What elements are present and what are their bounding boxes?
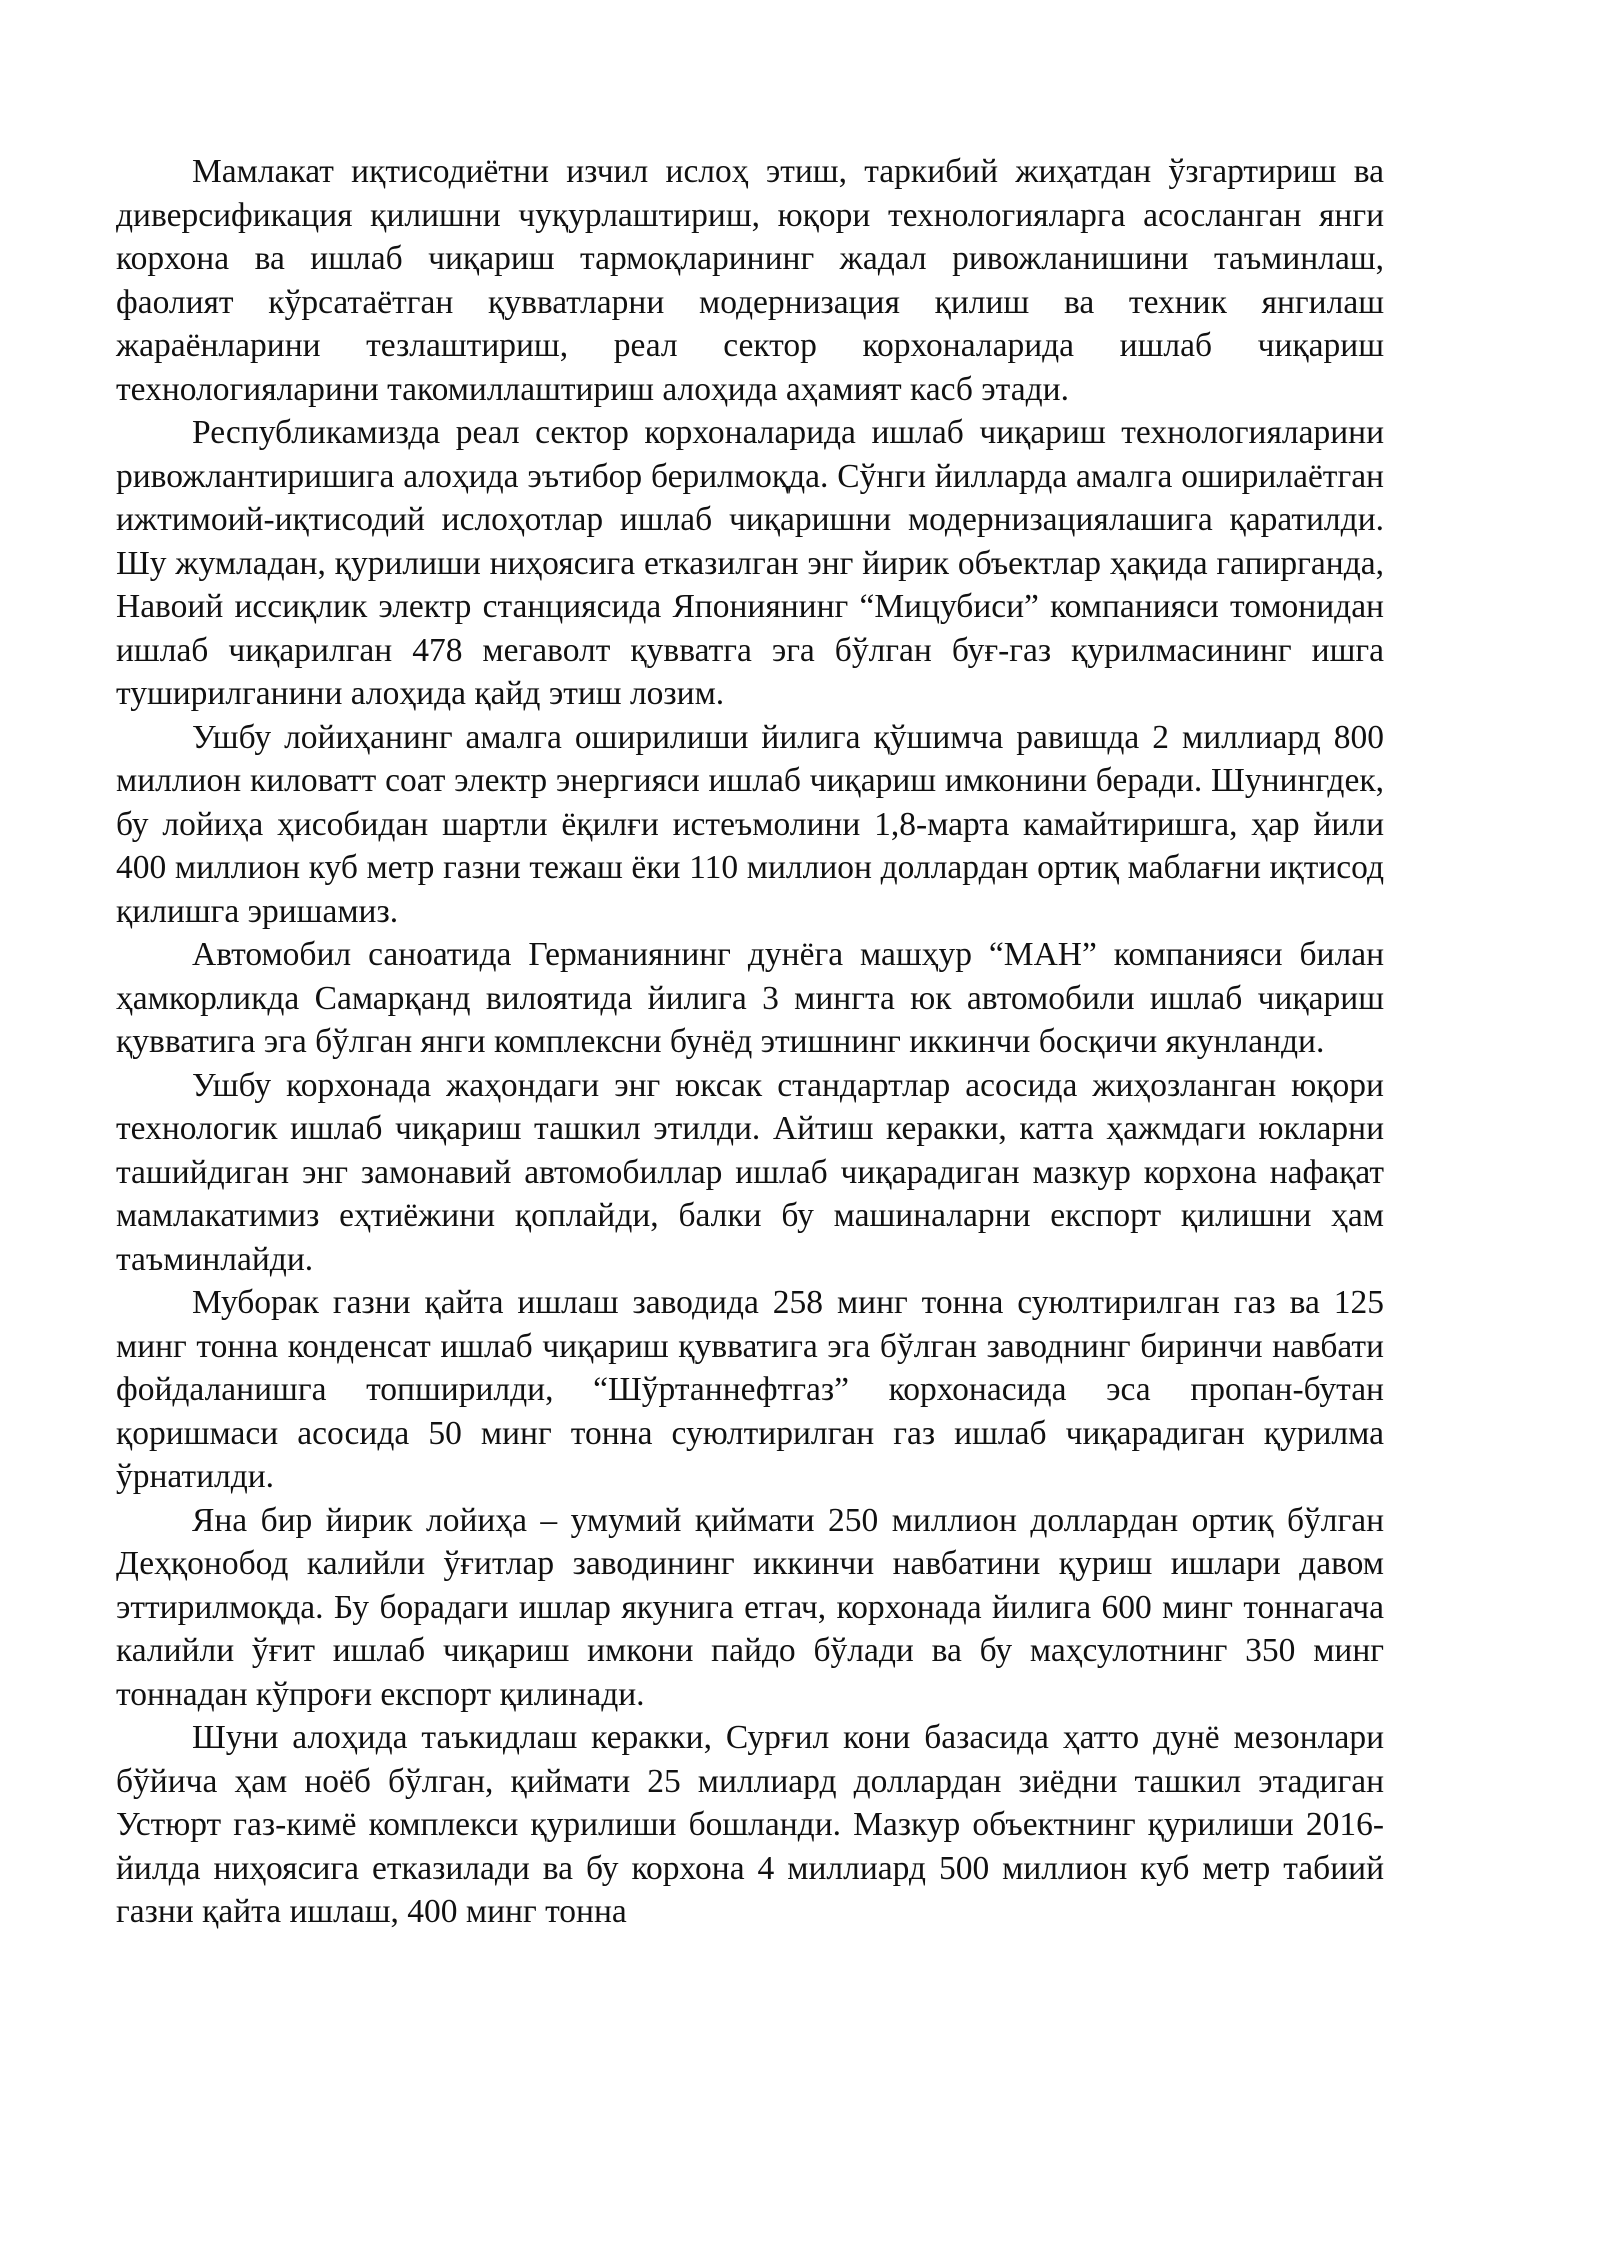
paragraph-5: Ушбу корхонада жаҳондаги энг юксак стандартлар асосида жиҳозланган юқори технологик ишлаб чиқариш ташкил этилди. Айтиш керакки, катта ҳажмдаги юкларни ташийдиган энг замонавий автомобиллар ишлаб чиқарадиган мазкур корхона нафақат мамлакатимиз еҳтиёжини қоплайди, балки бу машиналарни експорт қилишни ҳам таъминлайди. [116,1066,1384,1278]
paragraph-4: Автомобил саноатида Германиянинг дунёга машҳур “МАН” компанияси билан ҳамкорликда Самарқанд вилоятида йилига 3 мингта юк автомобили ишлаб чиқариш қувватига эга бўлган янги комплексни бунёд этишнинг иккинчи босқичи якунланди. [116,936,1384,1060]
paragraph-1: Мамлакат иқтисодиётни изчил ислоҳ этиш, таркибий жиҳатдан ўзгартириш ва диверсификация қилишни чуқурлаштириш, юқори технологияларга асосланган янги корхона ва ишлаб чиқариш тармоқларининг жадал ривожланишини таъминлаш, фаолият кўрсатаётган қувватларни модернизация қилиш ва техник янгилаш жараёнларини тезлаштириш, реал сектор корхоналарида ишлаб чиқариш технологияларини такомиллаштириш алоҳида аҳамият касб этади. [116,153,1384,408]
paragraph-8: Шуни алоҳида таъкидлаш керакки, Сурғил кони базасида ҳатто дунё мезонлари бўйича ҳам ноёб бўлган, қиймати 25 миллиард доллардан зиёдни ташкил этадиган Устюрт газ-кимё комплекси қурилиши бошланди. Мазкур объектнинг қурилиши 2016-йилда ниҳоясига етказилади ва бу корхона 4 миллиард 500 миллион куб метр табиий газни қайта ишлаш, 400 минг тонна [116,1719,1384,1930]
paragraph-2: Республикамизда реал сектор корхоналарида ишлаб чиқариш технологияларини ривожлантиришига алоҳида эътибор берилмоқда. Сўнги йилларда амалга оширилаётган ижтимоий-иқтисодий ислоҳотлар ишлаб чиқаришни модернизациялашига қаратилди. Шу жумладан, қурилиши ниҳоясига етказилган энг йирик объектлар ҳақида гапирганда, Навоий иссиқлик электр станциясида Япониянинг “Мицубиси” компанияси томонидан ишлаб чиқарилган 478 мегаволт қувватга эга бўлган буғ-газ қурилмасининг ишга туширилганини алоҳида қайд этиш лозим. [116,414,1384,712]
paragraph-7: Яна бир йирик лойиҳа – умумий қиймати 250 миллион доллардан ортиқ бўлган Деҳқонобод калийли ўғитлар заводининг иккинчи навбатини қуриш ишлари давом эттирилмоқда. Бу борадаги ишлар якунига етгач, корхонада йилига 600 минг тоннагача калийли ўғит ишлаб чиқариш имкони пайдо бўлади ва бу маҳсулотнинг 350 минг тоннадан кўпроғи експорт қилинади. [116,1501,1384,1713]
document-body [116,150,1384,1934]
paragraph-6: Муборак газни қайта ишлаш заводида 258 минг тонна суюлтирилган газ ва 125 минг тонна конденсат ишлаб чиқариш қувватига эга бўлган заводнинг биринчи навбати фойдаланишга топширилди, “Шўртаннефтгаз” корхонасида эса пропан-бутан қоришмаси асосида 50 минг тонна суюлтирилган газ ишлаб чиқарадиган қурилма ўрнатилди. [116,1284,1384,1495]
paragraph-3: Ушбу лойиҳанинг амалга оширилиши йилига қўшимча равишда 2 миллиард 800 миллион киловатт соат электр энергияси ишлаб чиқариш имконини беради. Шунингдек, бу лойиҳа ҳисобидан шартли ёқилғи истеъмолини 1,8-марта камайтиришга, ҳар йили 400 миллион куб метр газни тежаш ёки 110 миллион доллардан ортиқ маблағни иқтисод қилишга эришамиз. [116,718,1384,930]
